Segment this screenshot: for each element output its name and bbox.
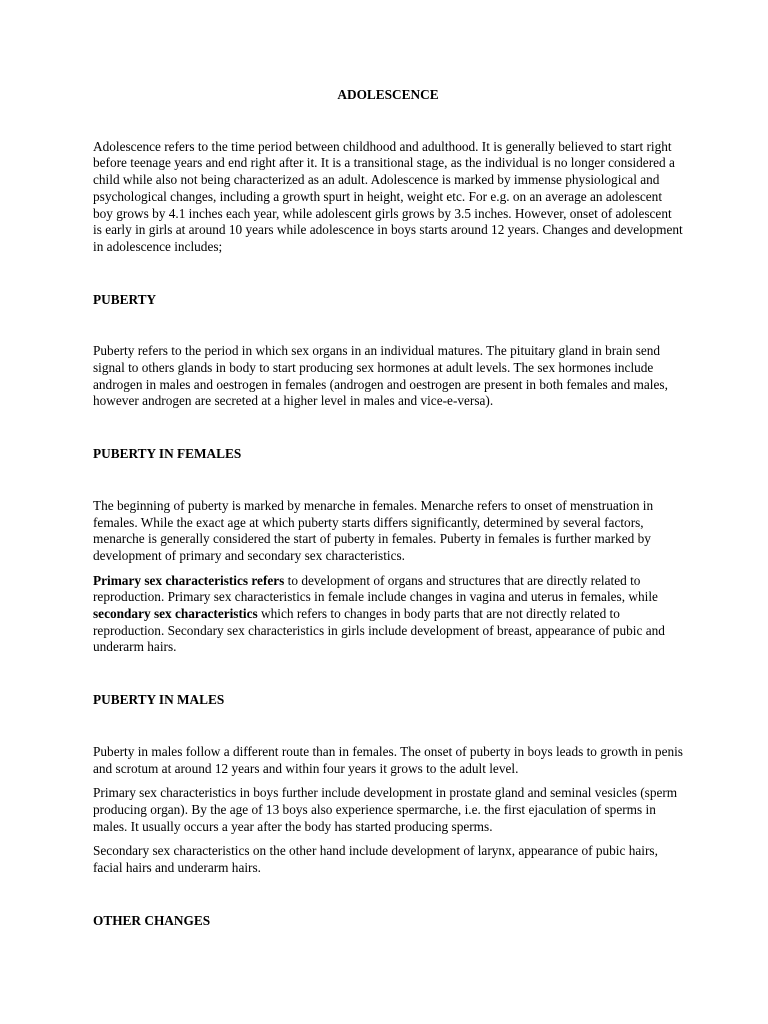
females-paragraph-2-text-1: to development of organs and structures that are directly related to reproduction. Primary sex characteristics in female include changes in vagina and uterus in females, while [93, 572, 658, 605]
males-paragraph-2: Primary sex characteristics in boys further include development in prostate gland and seminal vesicles (sperm producing organ). By the age of 13 boys also experience spermarche, i.e. the first ejaculation of sperms in males. It usually occurs a year after the body has started producing sperms. [93, 785, 678, 834]
document-page [93, 87, 683, 930]
females-paragraph-1: The beginning of puberty is marked by menarche in females. Menarche refers to onset of menstruation in females. While the exact age at which puberty starts differs significantly, determined by several factors, menarche is generally considered the start of puberty in females. Puberty in females is further marked by development of primary and secondary sex characteristics. [93, 497, 654, 563]
males-paragraph-1: Puberty in males follow a different route than in females. The onset of puberty in boys leads to growth in penis and scrotum at around 12 years and within four years it grows to the adult level. [93, 743, 683, 776]
other-changes-heading: OTHER CHANGES [93, 912, 211, 928]
puberty-males-heading: PUBERTY IN MALES [93, 692, 225, 708]
puberty-females-heading: PUBERTY IN FEMALES [93, 446, 242, 462]
puberty-heading: PUBERTY [93, 291, 157, 307]
males-paragraph-3: Secondary sex characteristics on the other hand include development of larynx, appearance of pubic hairs, facial hairs and underarm hairs. [93, 843, 658, 876]
females-paragraph-2 [93, 573, 683, 657]
puberty-paragraph: Puberty refers to the period in which sex organs in an individual matures. The pituitary gland in brain send signal to others glands in body to start producing sex hormones at adult levels. The sex hormones include androgen in males and oestrogen in females (androgen and oestrogen are present in both females and males, however androgen are secreted at a higher level in males and vice-e-versa). [93, 343, 668, 409]
secondary-sex-characteristics-term: secondary sex characteristics [93, 606, 258, 622]
primary-sex-characteristics-term: Primary sex characteristics refers [93, 572, 285, 588]
document-title: ADOLESCENCE [337, 87, 439, 102]
intro-paragraph: Adolescence refers to the time period between childhood and adulthood. It is generally believed to start right before teenage years and end right after it. It is a transitional stage, as the individual is no longer considered a child while also not being characterized as an adult. Adolescence is marked by immense physiological and psychological changes, including a growth spurt in height, weight etc. For e.g. on an average an adolescent boy grows by 4.1 inches each year, while adolescent girls grows by 3.5 inches. However, onset of adolescent is early in girls at around 10 years while adolescence in boys starts around 12 years. Changes and development in adolescence includes; [93, 138, 683, 254]
females-paragraph-2-text-2: which refers to changes in body parts that are not directly related to reproduction. Secondary sex characteristics in girls include development of breast, appearance of pubic and underarm hairs. [93, 606, 665, 655]
